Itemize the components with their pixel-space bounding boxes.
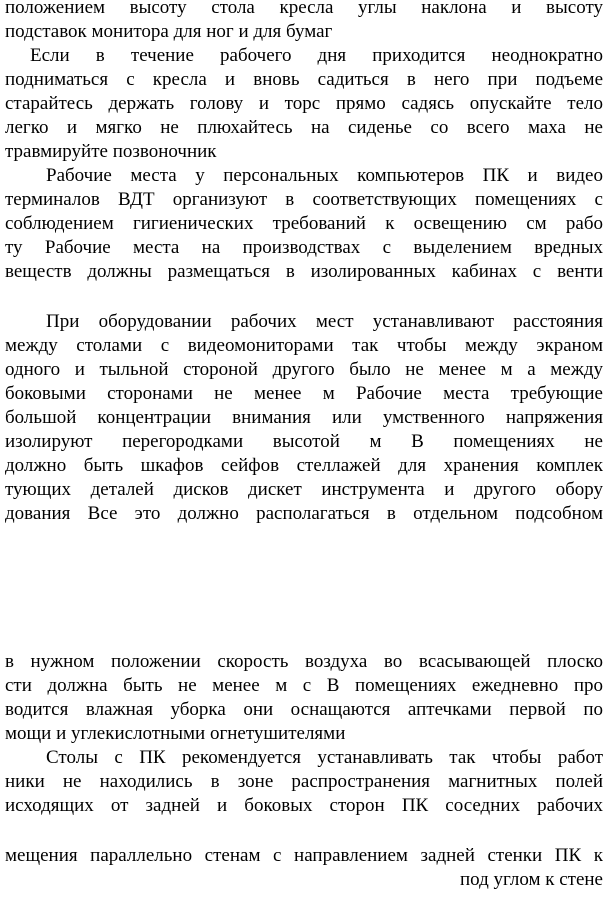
text-line: исходящих от задней и боковых сторон ПК соседних рабочих [5,795,603,816]
text-line: старайтесь держать голову и торс прямо садясь опускайте тело [5,93,603,114]
text-line: терминалов ВДТ организуют в соответствующих помещениях с [5,189,603,210]
text-line: водится влажная уборка они оснащаются аптечками первой по [5,699,603,720]
text-line: боковыми сторонами не менее м Рабочие места требующие [5,383,603,404]
text-line: большой концентрации внимания или умственного напряжения [5,407,603,428]
text-line: должно быть шкафов сейфов стеллажей для хранения комплек [5,455,603,476]
text-line: ту Рабочие места на производствах с выделением вредных [5,237,603,258]
text-line: легко и мягко не плюхайтесь на сиденье со всего маха не [5,117,603,138]
text-line: При оборудовании рабочих мест устанавливают расстояния [46,311,603,332]
text-line: Столы с ПК рекомендуется устанавливать так чтобы работ [46,747,603,768]
text-line: Рабочие места у персональных компьютеров ПК и видео [46,165,603,186]
text-line: веществ должны размещаться в изолированных кабинах с венти [5,261,603,282]
text-line: тующих деталей дисков дискет инструмента и другого обору [5,479,603,500]
text-line: соблюдением гигиенических требований к освещению см рабо [5,213,603,234]
text-line: мощи и углекислотными огнетушителями [5,723,346,744]
text-line: одного и тыльной стороной другого было не менее м а между [5,359,603,380]
text-line: подниматься с кресла и вновь садиться в него при подъеме [5,69,603,90]
text-line: изолируют перегородками высотой м В помещениях не [5,431,603,452]
text-line: в нужном положении скорость воздуха во всасывающей плоско [5,651,603,672]
text-line: сти должна быть не менее м с В помещениях ежедневно про [5,675,603,696]
text-line: подставок монитора для ног и для бумаг [5,21,333,42]
text-line: мещения параллельно стенам с направлением задней стенки ПК к [5,845,603,866]
text-line: ники не находились в зоне распространения магнитных полей [5,771,603,792]
text-line: положением высоту стола кресла углы наклона и высоту [5,0,603,18]
text-line: под углом к стене [459,869,603,890]
text-line: между столами с видеомониторами так чтобы между экраном [5,335,603,356]
text-line: дования Все это должно располагаться в отдельном подсобном [5,503,603,524]
text-line: травмируйте позвоночник [5,141,217,162]
text-line: Если в течение рабочего дня приходится неоднократно [30,45,603,66]
